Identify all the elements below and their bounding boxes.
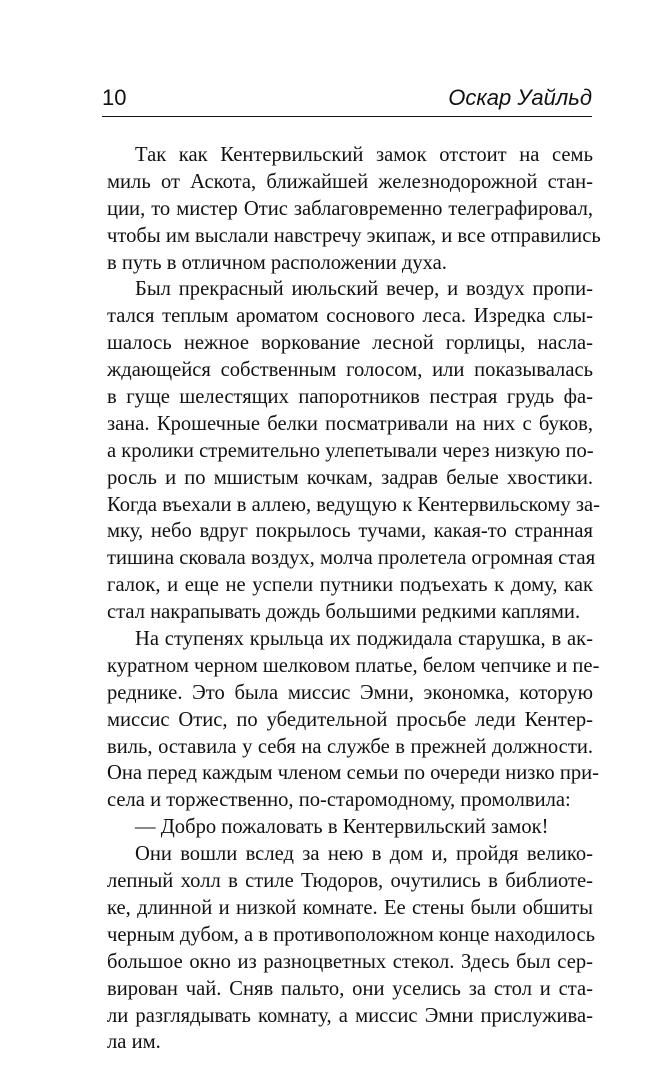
text-line: ке, длинной и низкой комнате. Ее стены были обшиты [107,896,593,919]
text-line: Так как Кентервильский замок отстоит на семь [135,144,593,166]
text-line: ла им. [107,1031,161,1054]
text-line: стал накрапывать дождь большими редкими каплями. [107,601,581,624]
text-line: села и торжественно, по-старомодному, промолвила: [107,789,571,812]
text-line: галок, и еще не успели путники подъехать к дому, как [107,574,593,597]
text-line: Она перед каждым членом семьи по очереди низко при- [107,762,600,785]
body-text [107,142,601,1056]
text-line: миссис Отис, по убедительной просьбе леди Кентер- [107,708,593,731]
text-line: ждающейся собственным голосом, или показывалась [107,359,593,382]
text-line: тался теплым ароматом соснового леса. Изредка слы- [107,305,593,328]
text-line: Был прекрасный июльский вечер, и воздух пропи- [135,278,593,301]
text-line: Они вошли вслед за нею в дом и, пройдя велико- [135,843,593,866]
text-line: шалось нежное воркование лесной горлицы, насла- [107,332,593,355]
text-line: в гуще шелестящих папоротников пестрая грудь фа- [107,386,593,409]
text-line: чтобы им выслали навстречу экипаж, и все отправились [107,224,601,247]
paragraph [107,142,601,276]
text-line: росль и по мшистым кочкам, задрав белые хвостики. [107,466,593,489]
text-line: мку, небо вдруг покрылось тучами, какая-то странная [107,520,593,543]
text-line: зана. Крошечные белки посматривали на них с буков, [107,412,593,435]
text-line: — Добро пожаловать в Кентервильский замок! [135,816,549,839]
text-line: На ступенях крыльца их поджидала старушка, в ак- [135,628,593,651]
text-line: вирован чай. Сняв пальто, они уселись за стол и ста- [107,977,593,1000]
text-line: ции, то мистер Отис заблаговременно телеграфировал, [107,197,593,220]
text-line: тишина сковала воздух, молча пролетела огромная стая [107,547,596,570]
text-line: виль, оставила у себя на службе в прежней должности. [107,735,593,758]
text-line: Когда въехали в аллею, ведущую к Кентервильскому за- [107,493,600,516]
text-line: куратном черном шелковом платье, белом чепчике и пе- [107,654,600,677]
page-header [102,80,592,116]
paragraph [107,276,600,626]
text-line: реднике. Это была миссис Эмни, экономка, которую [107,681,593,704]
page-number: 10 [102,85,127,110]
text-line: лепный холл в стиле Тюдоров, очутились в библиоте- [107,870,593,893]
text-line: ли разглядывать комнату, а миссис Эмни прислужива- [107,1004,593,1027]
header-rule [102,116,592,117]
text-line: миль от Аскота, ближайшей железнодорожной стан- [107,170,593,193]
dialogue-paragraph [107,814,593,841]
text-line: а кролики стремительно улепетывали через низкую по- [107,439,594,462]
paragraph [107,626,600,814]
paragraph [107,841,593,1056]
text-line: большое окно из разноцветных стекол. Здесь был сер- [107,950,593,973]
text-line: в путь в отличном расположении духа. [107,251,447,274]
text-line: черным дубом, а в противоположном конце находилось [107,923,595,946]
running-title: Оскар Уайльд [448,85,592,110]
